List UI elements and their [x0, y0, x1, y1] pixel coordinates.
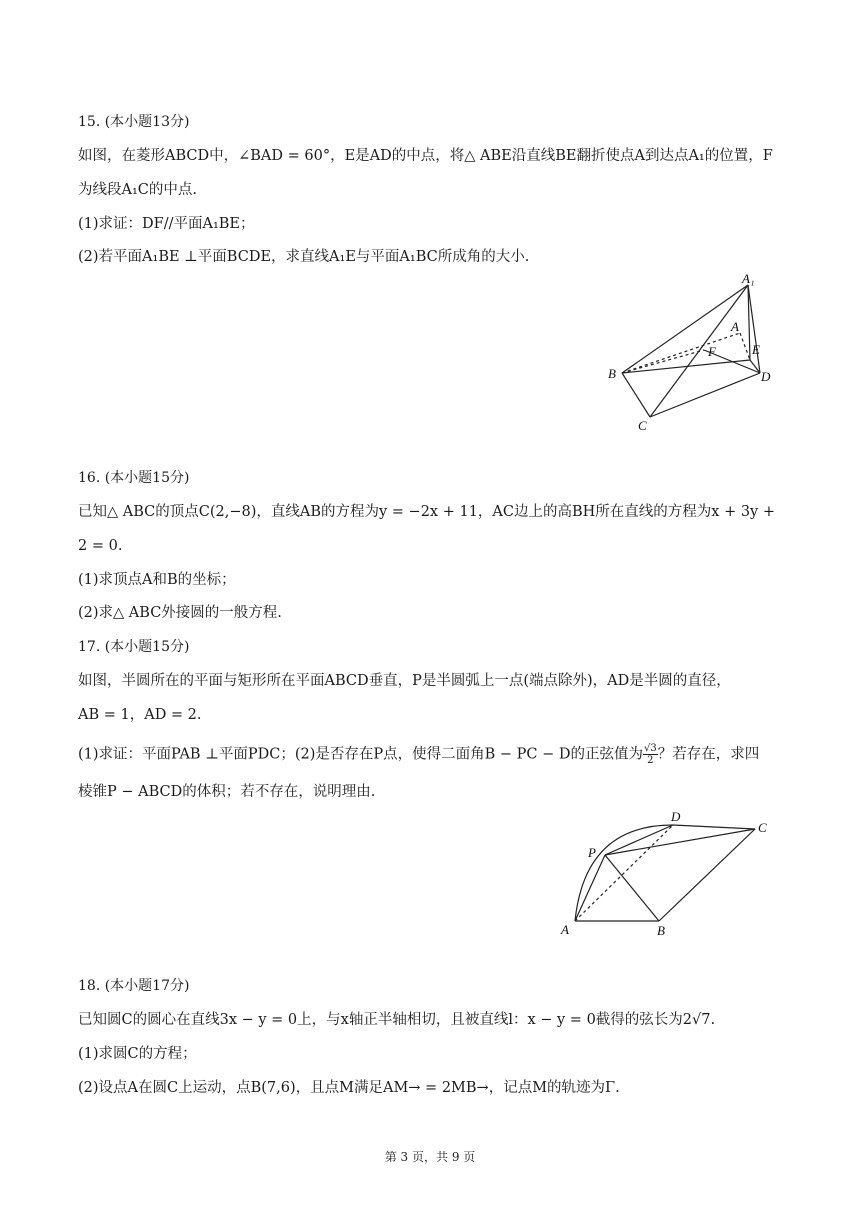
q17-text-line2: AB = 1，AD = 2.	[78, 707, 202, 723]
label-c: C	[638, 418, 647, 433]
label-d: D	[671, 809, 681, 824]
q15-figure	[600, 265, 790, 435]
q16-text-line2: 2 = 0.	[78, 538, 123, 554]
q17-line3-start: (1)求证：平面PAB ⊥平面PDC；(2)是否存在P点，使得二面角B − PC − D的正弦值为	[78, 746, 643, 763]
page-footer: 第 3 页，共 9 页	[384, 1150, 476, 1164]
q16-part1: (1)求顶点A和B的坐标；	[78, 572, 236, 588]
label-p: P	[588, 845, 596, 860]
q18-text-line1: 已知圆C的圆心在直线3x − y = 0上，与x轴正半轴相切，且被直线l：x − y = 0截得的弦长为2√7.	[78, 1012, 716, 1028]
q17-heading: 17. (本小题15分)	[78, 639, 190, 655]
label-a1: A₁	[742, 271, 755, 286]
frac-numerator: √3	[643, 743, 657, 754]
q17-figure	[555, 805, 785, 940]
q15-text-line1: 如图，在菱形ABCD中，∠BAD = 60°，E是AD的中点，将△ ABE沿直线BE翻折使点A到达点A₁的位置，F	[78, 148, 773, 164]
label-b: B	[657, 923, 665, 938]
q17-figure-svg	[555, 805, 785, 940]
q18-heading: 18. (本小题17分)	[78, 978, 190, 994]
q18-part1: (1)求圆C的方程；	[78, 1046, 197, 1062]
q16-part2: (2)求△ ABC外接圆的一般方程.	[78, 605, 282, 621]
q15-heading: 15. (本小题13分)	[78, 114, 190, 130]
label-d: D	[761, 369, 771, 384]
q18-part2: (2)设点A在圆C上运动，点B(7,6)，且点M满足AM→ = 2MB→，记点M的轨迹为Γ.	[78, 1080, 620, 1096]
label-a: A	[731, 319, 739, 334]
q17-text-line1: 如图，半圆所在的平面与矩形所在平面ABCD垂直，P是半圆弧上一点(端点除外)，AD是半圆的直径，	[78, 673, 731, 689]
q16-text-line1: 已知△ ABC的顶点C(2,−8)，直线AB的方程为y = −2x + 11，AC边上的高BH所在直线的方程为x + 3y +	[78, 504, 776, 520]
label-f: F	[708, 344, 716, 359]
q17-line3-end: ？若存在，求四	[657, 746, 760, 763]
sqrt3-over-2	[643, 743, 658, 766]
q17-text-line4: 棱锥P − ABCD的体积；若不存在，说明理由.	[78, 784, 376, 800]
label-e: E	[752, 342, 760, 357]
label-c: C	[758, 820, 767, 835]
frac-denominator: 2	[647, 755, 654, 766]
q16-heading: 16. (本小题15分)	[78, 470, 190, 486]
q15-part1: (1)求证：DF//平面A₁BE；	[78, 216, 255, 232]
label-b: B	[608, 366, 616, 381]
label-a: A	[561, 922, 569, 937]
q15-part2: (2)若平面A₁BE ⊥平面BCDE，求直线A₁E与平面A₁BC所成角的大小.	[78, 249, 530, 265]
q17-text-line3	[78, 743, 759, 766]
q15-text-line2: 为线段A₁C的中点.	[78, 182, 197, 198]
q15-figure-svg	[600, 265, 790, 435]
